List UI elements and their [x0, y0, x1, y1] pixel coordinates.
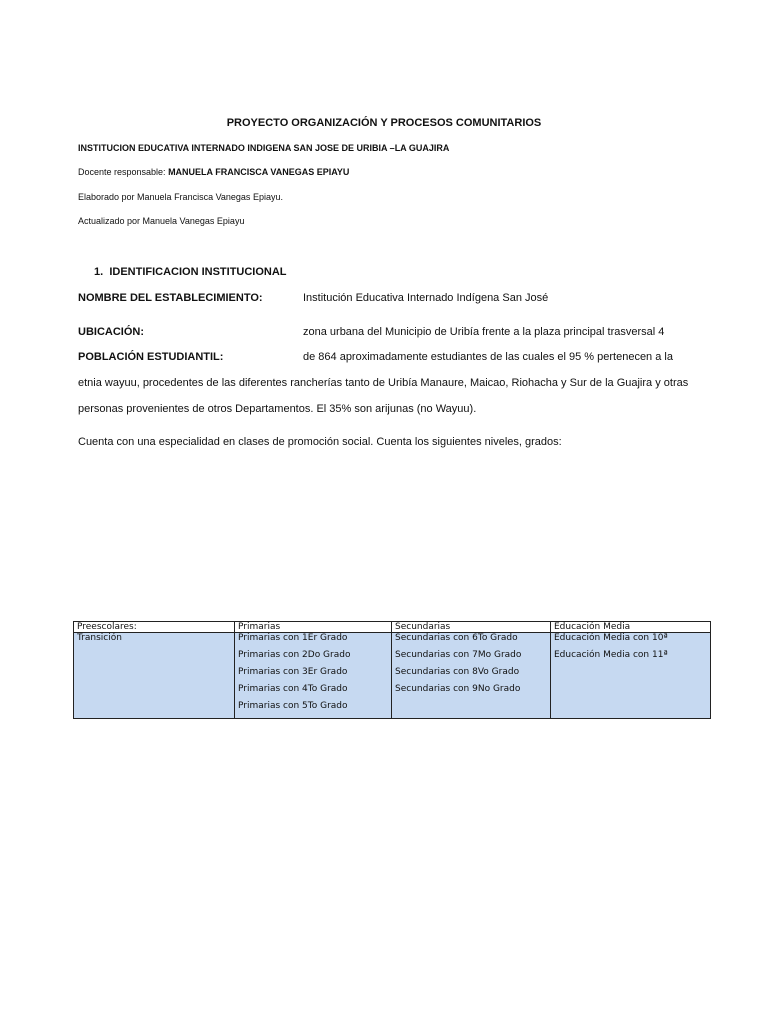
- poblacion-line-3: personas provenientes de otros Departamentos. El 35% son arijunas (no Wayuu).: [78, 403, 477, 415]
- institution-name: INSTITUCION EDUCATIVA INTERNADO INDIGENA SAN JOSE DE URIBIA –LA GUAJIRA: [78, 143, 450, 153]
- media-cell: [551, 633, 711, 719]
- primarias-cell: [235, 633, 392, 719]
- docente-line: [78, 167, 349, 177]
- header-secundarias: Secundarias: [392, 622, 551, 633]
- header-preescolares: Preescolares:: [74, 622, 235, 633]
- grade-item: Primarias con 1Er Grado: [238, 633, 348, 643]
- grade-item: Transición: [77, 633, 122, 643]
- grades-table: [73, 621, 711, 719]
- preescolar-cell: [74, 633, 235, 719]
- grade-item: Educación Media con 10ª: [554, 633, 668, 643]
- grade-item: Primarias con 2Do Grado: [238, 650, 351, 660]
- grade-item: Secundarias con 8Vo Grado: [395, 667, 520, 677]
- header-educacion-media: Educación Media: [551, 622, 711, 633]
- section-title: IDENTIFICACION INSTITUCIONAL: [109, 266, 287, 278]
- elaborado-line: Elaborado por Manuela Francisca Vanegas Epiayu.: [78, 192, 283, 202]
- section-number: 1.: [94, 266, 104, 278]
- poblacion-label: POBLACIÓN ESTUDIANTIL:: [78, 351, 224, 363]
- document-title: PROYECTO ORGANIZACIÓN Y PROCESOS COMUNITARIOS: [226, 117, 542, 129]
- secundarias-cell: [392, 633, 551, 719]
- actualizado-line: Actualizado por Manuela Vanegas Epiayu: [78, 216, 245, 226]
- grade-item: Secundarias con 7Mo Grado: [395, 650, 522, 660]
- docente-label: Docente responsable:: [78, 167, 169, 177]
- table-header-row: [74, 622, 711, 633]
- nombre-value: Institución Educativa Internado Indígena San José: [303, 292, 549, 304]
- grade-item: Secundarias con 6To Grado: [395, 633, 518, 643]
- especialidad-text: Cuenta con una especialidad en clases de promoción social. Cuenta los siguientes niveles, grados:: [78, 436, 562, 448]
- ubicacion-label: UBICACIÓN:: [78, 326, 144, 338]
- docente-name: MANUELA FRANCISCA VANEGAS EPIAYU: [168, 167, 350, 177]
- poblacion-value: de 864 aproximadamente estudiantes de las cuales el 95 % pertenecen a la: [303, 351, 673, 363]
- ubicacion-value: zona urbana del Municipio de Uribía frente a la plaza principal trasversal 4: [303, 326, 665, 338]
- grade-item: Primarias con 5To Grado: [238, 701, 348, 711]
- section-heading: [94, 266, 287, 278]
- grade-item: Primarias con 3Er Grado: [238, 667, 348, 677]
- grade-item: Primarias con 4To Grado: [238, 684, 348, 694]
- grade-item: Educación Media con 11ª: [554, 650, 668, 660]
- nombre-label: NOMBRE DEL ESTABLECIMIENTO:: [78, 292, 263, 304]
- header-primarias: Primarias: [235, 622, 392, 633]
- grade-item: Secundarias con 9No Grado: [395, 684, 521, 694]
- poblacion-line-2: etnia wayuu, procedentes de las diferentes rancherías tanto de Uribía Manaure, Maicao, Riohacha y Sur de la Guajira y otras: [78, 377, 689, 389]
- table-row: [74, 633, 711, 719]
